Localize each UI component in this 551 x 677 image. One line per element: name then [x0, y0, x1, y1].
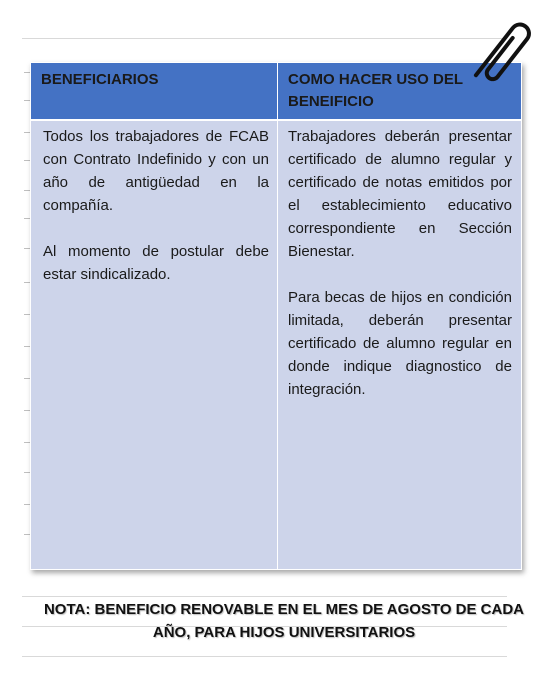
- beneficiarios-cell: [43, 125, 269, 309]
- uso-cell: [288, 125, 512, 424]
- paperclip-icon: [470, 10, 540, 92]
- nota-text: NOTA: BENEFICIO RENOVABLE EN EL MES DE AGOSTO DE CADA AÑO, PARA HIJOS UNIVERSITARIOS: [43, 601, 525, 641]
- header-divider: [31, 119, 521, 121]
- beneficiarios-paragraph: Al momento de postular debe estar sindicalizado.: [43, 243, 269, 283]
- uso-paragraph: Trabajadores deberán presentar certificado de alumno regular y certificado de notas emitidos por el establecimiento educativo correspondiente en Sección Bienestar.: [288, 128, 512, 260]
- column-divider: [277, 63, 278, 569]
- header-como-hacer-uso: COMO HACER USO DEL BENEIFICIO: [278, 63, 521, 119]
- benefit-table: [30, 62, 522, 570]
- header-beneficiarios: BENEFICIARIOS: [31, 63, 277, 119]
- uso-paragraph: Para becas de hijos en condición limitada, deberán presentar certificado de alumno regular en donde indique diagnostico de integración.: [288, 289, 512, 398]
- beneficiarios-paragraph: Todos los trabajadores de FCAB con Contrato Indefinido y con un año de antigüedad en la compañía.: [43, 128, 269, 214]
